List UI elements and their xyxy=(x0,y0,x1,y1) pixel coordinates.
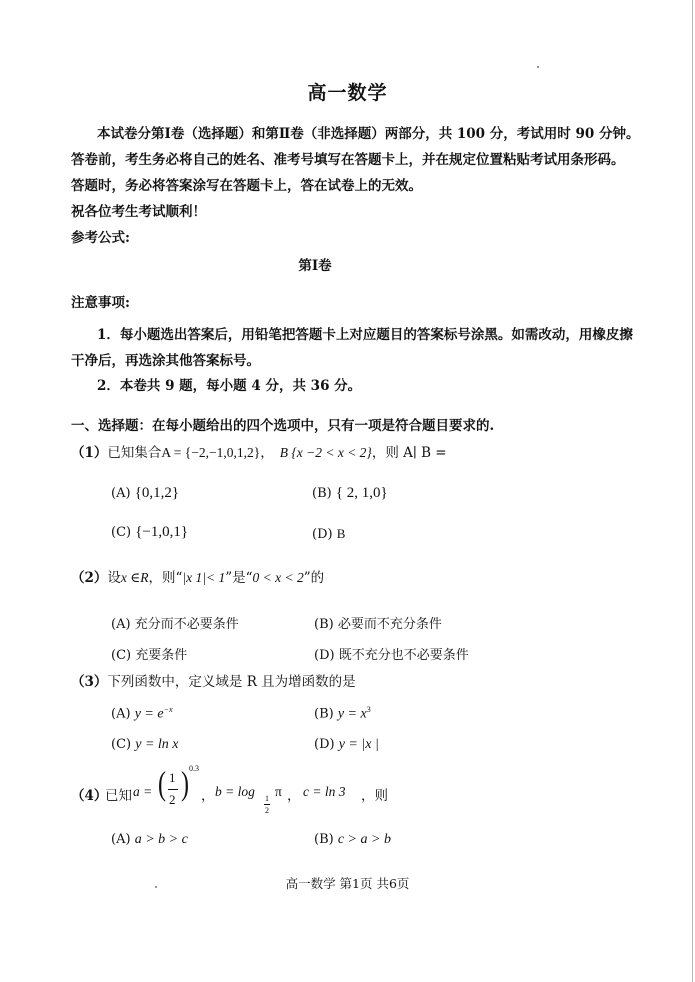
option-a xyxy=(111,705,173,722)
option-text: {0,1,2} xyxy=(134,485,180,501)
option-b xyxy=(314,613,442,632)
option-a xyxy=(111,613,239,632)
question-2 xyxy=(71,566,324,586)
page-title: 高一数学 xyxy=(307,82,388,104)
option-d xyxy=(314,737,379,753)
option-label: (C) xyxy=(111,737,132,752)
option-text: a > b > c xyxy=(134,832,188,847)
option-text: 必要而不充分条件 xyxy=(337,617,442,632)
intro-line-4: 祝各位考生考试顺利！ xyxy=(71,204,206,220)
notes-item-2: 2．本卷共 9 题，每小题 4 分，共 36 分。 xyxy=(97,378,362,394)
option-text: y = ln x xyxy=(135,737,179,752)
option-label: (A) xyxy=(111,617,131,632)
math-expression: b = log xyxy=(215,784,255,799)
question-3 xyxy=(71,670,356,690)
question-number: （2） xyxy=(71,570,108,586)
question-stem: 设 xyxy=(107,570,121,586)
math-expression: c = ln 3 xyxy=(303,784,346,799)
question-stem: ”是“ xyxy=(225,570,253,586)
option-text: c > a > b xyxy=(337,832,391,847)
option-label: (D) xyxy=(312,527,333,542)
superscript: 3 xyxy=(366,705,371,714)
option-text: y = x xyxy=(337,706,367,722)
option-text: { 2, 1,0} xyxy=(335,485,388,501)
option-label: (D) xyxy=(314,737,335,752)
option-label: (D) xyxy=(314,648,335,663)
scan-speck xyxy=(537,66,539,68)
option-text: 充分而不必要条件 xyxy=(134,617,239,632)
fraction-bar xyxy=(168,789,178,790)
notes-item-1a: 1．每小题选出答案后，用铅笔把答题卡上对应题目的答案标号涂黑。如需改动，用橡皮擦 xyxy=(97,327,633,343)
option-label: (A) xyxy=(111,832,131,847)
section-heading: 第Ⅰ卷 xyxy=(298,258,332,274)
math-expression: π xyxy=(275,784,282,799)
intro-line-5: 参考公式: xyxy=(71,230,130,246)
option-b xyxy=(314,832,391,848)
question-stem: 已知 xyxy=(105,788,132,804)
separator: ， xyxy=(260,445,274,461)
page-edge-line xyxy=(692,0,693,982)
intro-line-2: 答卷前，考生务必将自己的姓名、准考号填写在答题卡上，并在规定位置粘贴考试用条形码。 xyxy=(71,152,625,168)
option-c xyxy=(111,524,188,541)
question-stem: ”的 xyxy=(303,570,325,586)
question-1 xyxy=(71,441,447,461)
fraction-denominator: 2 xyxy=(169,792,176,807)
question-stem: 已知集合 xyxy=(107,445,162,461)
math-expression: B {x −2 < x < 2} xyxy=(279,445,372,460)
option-label: (B) xyxy=(312,486,332,501)
log-base-denominator: 2 xyxy=(265,806,269,815)
option-label: (A) xyxy=(111,706,131,722)
option-text: y = |x | xyxy=(338,737,379,752)
paren-left: ( xyxy=(158,766,166,803)
option-a xyxy=(111,485,179,502)
paren-right: ) xyxy=(181,766,189,803)
log-base-bar xyxy=(264,804,270,805)
part-heading: 一、选择题：在每小题给出的四个选项中，只有一项是符合题目要求的. xyxy=(71,418,495,434)
option-label: (A) xyxy=(111,486,131,501)
option-d xyxy=(312,526,345,542)
option-label: (B) xyxy=(314,617,334,632)
option-text: 充要条件 xyxy=(135,648,188,663)
log-base-numerator: 1 xyxy=(265,794,269,803)
option-text: y = e xyxy=(134,706,164,722)
option-c xyxy=(111,644,187,663)
question-number: （4） xyxy=(71,788,108,804)
math-expression: x ∈R xyxy=(120,570,149,585)
math-expression: |x 1|< 1 xyxy=(182,570,226,585)
option-label: (B) xyxy=(314,706,334,722)
question-number: （3） xyxy=(71,674,108,690)
separator: ， xyxy=(287,788,301,804)
question-stem: ，则 A∣ B = xyxy=(371,445,447,461)
option-label: (B) xyxy=(314,832,334,847)
exponent: 0.3 xyxy=(189,764,199,773)
option-b xyxy=(312,485,388,502)
math-expression: A = {−2,−1,0,1,2} xyxy=(161,445,261,460)
question-number: （1） xyxy=(71,445,108,461)
notes-item-1b: 干净后，再选涂其他答案标号。 xyxy=(71,353,260,369)
question-stem: ，则“ xyxy=(148,570,183,586)
superscript: −x xyxy=(163,705,173,714)
intro-line-3: 答题时，务必将答案涂写在答题卡上，答在试卷上的无效。 xyxy=(71,178,422,194)
option-text: 既不充分也不必要条件 xyxy=(338,648,469,663)
option-label: (C) xyxy=(111,525,132,540)
option-label: (C) xyxy=(111,648,132,663)
option-text: B xyxy=(336,526,346,541)
question-stem: ，则 xyxy=(361,788,388,804)
math-expression: 0 < x < 2 xyxy=(252,570,304,585)
option-d xyxy=(314,644,469,663)
math-expression: a = xyxy=(133,784,153,799)
option-c xyxy=(111,737,179,753)
question-stem: 下列函数中，定义域是 R 且为增函数的是 xyxy=(107,674,356,690)
notes-heading: 注意事项: xyxy=(71,295,130,311)
fraction-numerator: 1 xyxy=(169,770,176,785)
page-footer: 高一数学 第1页 共6页 xyxy=(285,876,410,891)
option-a xyxy=(111,832,188,848)
separator: ， xyxy=(201,788,215,804)
option-b xyxy=(314,705,371,722)
intro-line-1: 本试卷分第Ⅰ卷（选择题）和第Ⅱ卷（非选择题）两部分，共 100 分，考试用时 90 分钟。 xyxy=(97,126,640,142)
option-text: {−1,0,1} xyxy=(135,524,189,540)
